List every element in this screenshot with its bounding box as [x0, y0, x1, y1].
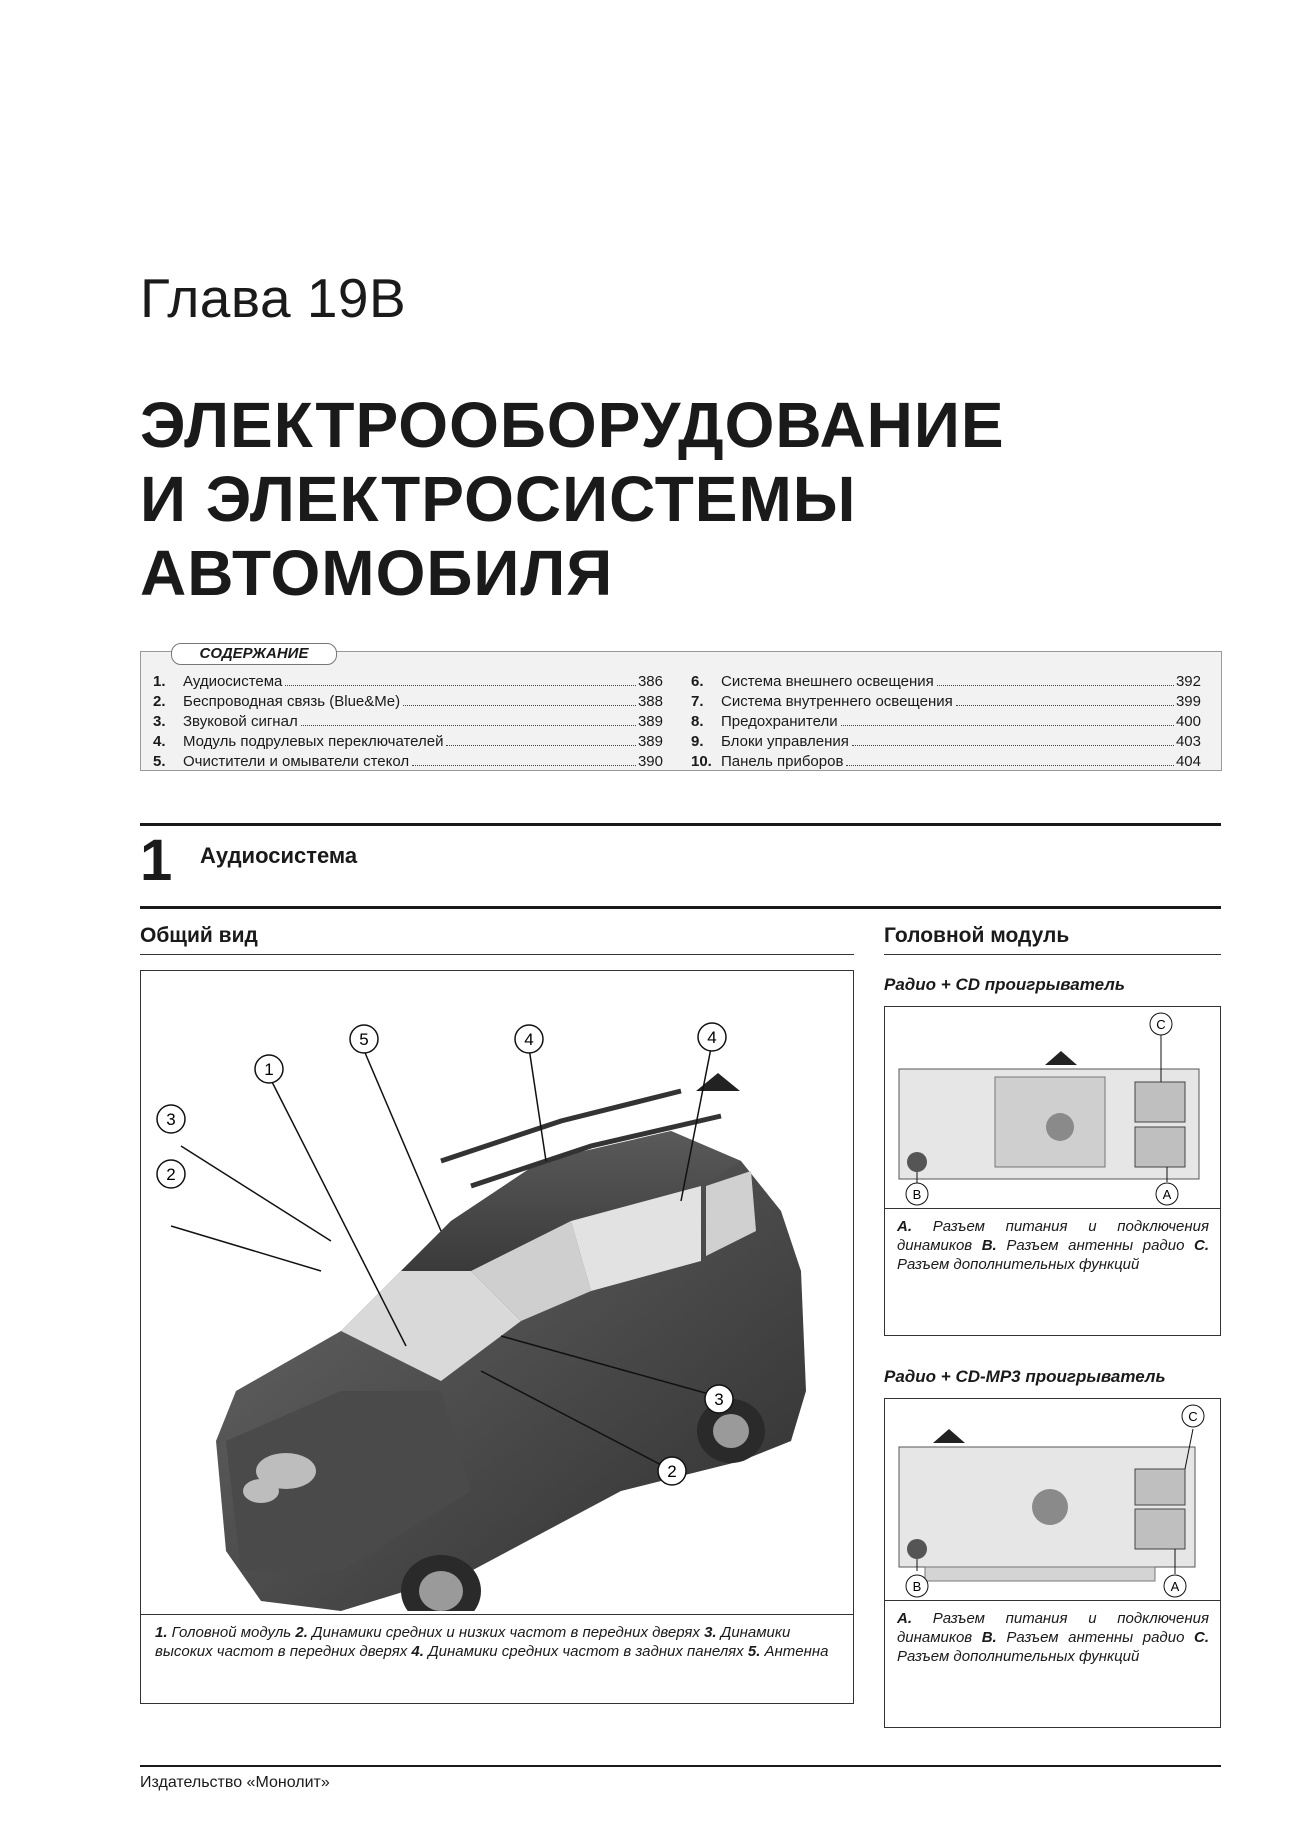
toc-item[interactable] [691, 692, 1201, 712]
chapter-title-line: И ЭЛЕКТРОСИСТЕМЫ [140, 463, 857, 535]
toc-item-label: Предохранители [721, 713, 838, 730]
toc-item-page: 399 [1175, 693, 1201, 710]
section-rule-top [140, 823, 1221, 826]
callout-label: 2 [667, 1462, 677, 1481]
toc-column-right [691, 672, 1201, 772]
head-unit-heading: Головной модуль [884, 924, 1070, 947]
toc-item-label: Панель приборов [721, 753, 844, 770]
toc-item-page: 389 [637, 713, 663, 730]
toc-header: СОДЕРЖАНИЕ [171, 643, 337, 665]
connector-label-c: C [1188, 1409, 1198, 1424]
caption-number: 1. [155, 1624, 168, 1641]
callout-2 [155, 1158, 187, 1195]
caption-number: B. [981, 1629, 997, 1646]
toc-leader [301, 725, 636, 726]
toc-item[interactable] [691, 732, 1201, 752]
toc-leader [446, 745, 635, 746]
toc-item-number: 9. [691, 733, 704, 750]
caption-text: Антенна [760, 1643, 829, 1660]
chapter-title-line: АВТОМОБИЛЯ [140, 537, 614, 609]
toc-item[interactable] [691, 752, 1201, 772]
toc-item-number: 4. [153, 733, 166, 750]
variant1-figure [884, 1006, 1221, 1336]
toc-item-label: Модуль подрулевых переключателей [183, 733, 444, 750]
toc-item-number: 5. [153, 753, 166, 770]
toc-item-page: 386 [637, 673, 663, 690]
toc-item-label: Звуковой сигнал [183, 713, 298, 730]
callout-label: 3 [714, 1390, 724, 1409]
variant1-caption [897, 1217, 1209, 1274]
radio-cd-mp3-illustration [885, 1399, 1220, 1599]
caption-text: Разъем дополнительных функций [897, 1648, 1140, 1665]
general-view-figure [140, 970, 854, 1704]
radio-cd-illustration [885, 1007, 1220, 1207]
callout-2b [656, 1455, 688, 1492]
callout-5 [348, 1023, 380, 1060]
caption-divider [885, 1208, 1220, 1209]
general-view-heading: Общий вид [140, 924, 258, 947]
section-title: Аудиосистема [200, 843, 358, 868]
callout-label: 5 [359, 1030, 369, 1049]
general-view-caption [155, 1623, 843, 1661]
caption-number: C. [1194, 1237, 1210, 1254]
table-of-contents [140, 645, 1222, 771]
toc-leader [956, 705, 1174, 706]
caption-number: 3. [704, 1624, 717, 1641]
toc-item-page: 400 [1175, 713, 1201, 730]
toc-leader [846, 765, 1174, 766]
toc-item[interactable] [153, 752, 663, 772]
caption-text: Головной модуль [167, 1624, 296, 1641]
toc-item-page: 390 [637, 753, 663, 770]
toc-item-number: 8. [691, 713, 704, 730]
toc-column-left [153, 672, 663, 772]
caption-text: Разъем антенны радио [996, 1237, 1195, 1254]
variant1-title: Радио + CD проигрыватель [884, 975, 1125, 994]
section-rule-bottom [140, 906, 1221, 909]
toc-item-number: 2. [153, 693, 166, 710]
toc-item[interactable] [691, 672, 1201, 692]
callout-3 [155, 1103, 187, 1140]
toc-item-label: Беспроводная связь (Blue&Me) [183, 693, 401, 710]
connector-label-b: B [912, 1187, 922, 1202]
caption-text: Разъем антенны радио [996, 1629, 1195, 1646]
variant2-caption [897, 1609, 1209, 1666]
toc-item-page: 388 [637, 693, 663, 710]
caption-text: Разъем питания и подключения динамиков [897, 1610, 1209, 1646]
toc-item-label: Очистители и омыватели стекол [183, 753, 410, 770]
callout-4 [513, 1023, 545, 1060]
publisher: Издательство «Монолит» [140, 1774, 330, 1791]
toc-item-number: 6. [691, 673, 704, 690]
toc-item[interactable] [153, 732, 663, 752]
caption-text: Динамики средних и низких частот в передних дверях [307, 1624, 705, 1641]
callout-label: 2 [166, 1165, 176, 1184]
car-body [216, 1073, 806, 1611]
toc-item-label: Блоки управления [721, 733, 849, 750]
toc-leader [841, 725, 1174, 726]
chapter-title [140, 388, 1120, 610]
connector-label-a: A [1162, 1187, 1172, 1202]
toc-item-label: Система внутреннего освещения [721, 693, 953, 710]
chapter-label: Глава 19В [140, 267, 407, 329]
connector-label-a: A [1170, 1579, 1180, 1594]
toc-item-page: 404 [1175, 753, 1201, 770]
connector-label-b: B [912, 1579, 922, 1594]
callout-4b [696, 1021, 728, 1058]
variant2-figure [884, 1398, 1221, 1728]
callout-label: 1 [264, 1060, 274, 1079]
caption-number: А. [897, 1218, 912, 1235]
variant2-title: Радио + CD-MP3 проигрыватель [884, 1367, 1166, 1386]
toc-item-number: 10. [691, 753, 712, 770]
caption-text: Динамики высоких частот в передних дверях [155, 1624, 791, 1660]
caption-text: Динамики средних частот в задних панелях [423, 1643, 748, 1660]
car-illustration [141, 971, 853, 1611]
chapter-title-line: ЭЛЕКТРООБОРУДОВАНИЕ [140, 389, 1005, 461]
callout-3b [703, 1383, 735, 1420]
caption-divider [141, 1614, 853, 1615]
callout-label: 4 [707, 1028, 717, 1047]
caption-divider [885, 1600, 1220, 1601]
footer-rule [140, 1765, 1221, 1767]
toc-leader [852, 745, 1174, 746]
toc-leader [412, 765, 636, 766]
caption-number: C. [1194, 1629, 1210, 1646]
callout-label: 4 [524, 1030, 534, 1049]
caption-number: 4. [411, 1643, 424, 1660]
caption-text: Разъем питания и подключения динамиков [897, 1218, 1209, 1254]
toc-item-number: 7. [691, 693, 704, 710]
toc-item-label: Аудиосистема [183, 673, 283, 690]
callout-1 [253, 1053, 285, 1090]
section-number: 1 [140, 828, 173, 893]
caption-text: Разъем дополнительных функций [897, 1256, 1140, 1273]
toc-item-page: 392 [1175, 673, 1201, 690]
toc-item-page: 389 [637, 733, 663, 750]
callout-label: 3 [166, 1110, 176, 1129]
general-view-rule [140, 954, 854, 955]
toc-item-number: 1. [153, 673, 166, 690]
toc-item[interactable] [691, 712, 1201, 732]
caption-number: B. [981, 1237, 997, 1254]
toc-item-number: 3. [153, 713, 166, 730]
toc-item[interactable] [153, 672, 663, 692]
caption-number: А. [897, 1610, 912, 1627]
caption-number: 5. [747, 1643, 761, 1660]
toc-item[interactable] [153, 692, 663, 712]
toc-item-page: 403 [1175, 733, 1201, 750]
toc-leader [937, 685, 1174, 686]
caption-number: 2. [295, 1624, 308, 1641]
toc-item[interactable] [153, 712, 663, 732]
toc-leader [285, 685, 636, 686]
head-unit-rule [884, 954, 1221, 955]
toc-item-label: Система внешнего освещения [721, 673, 934, 690]
connector-label-c: C [1156, 1017, 1166, 1032]
toc-leader [403, 705, 636, 706]
